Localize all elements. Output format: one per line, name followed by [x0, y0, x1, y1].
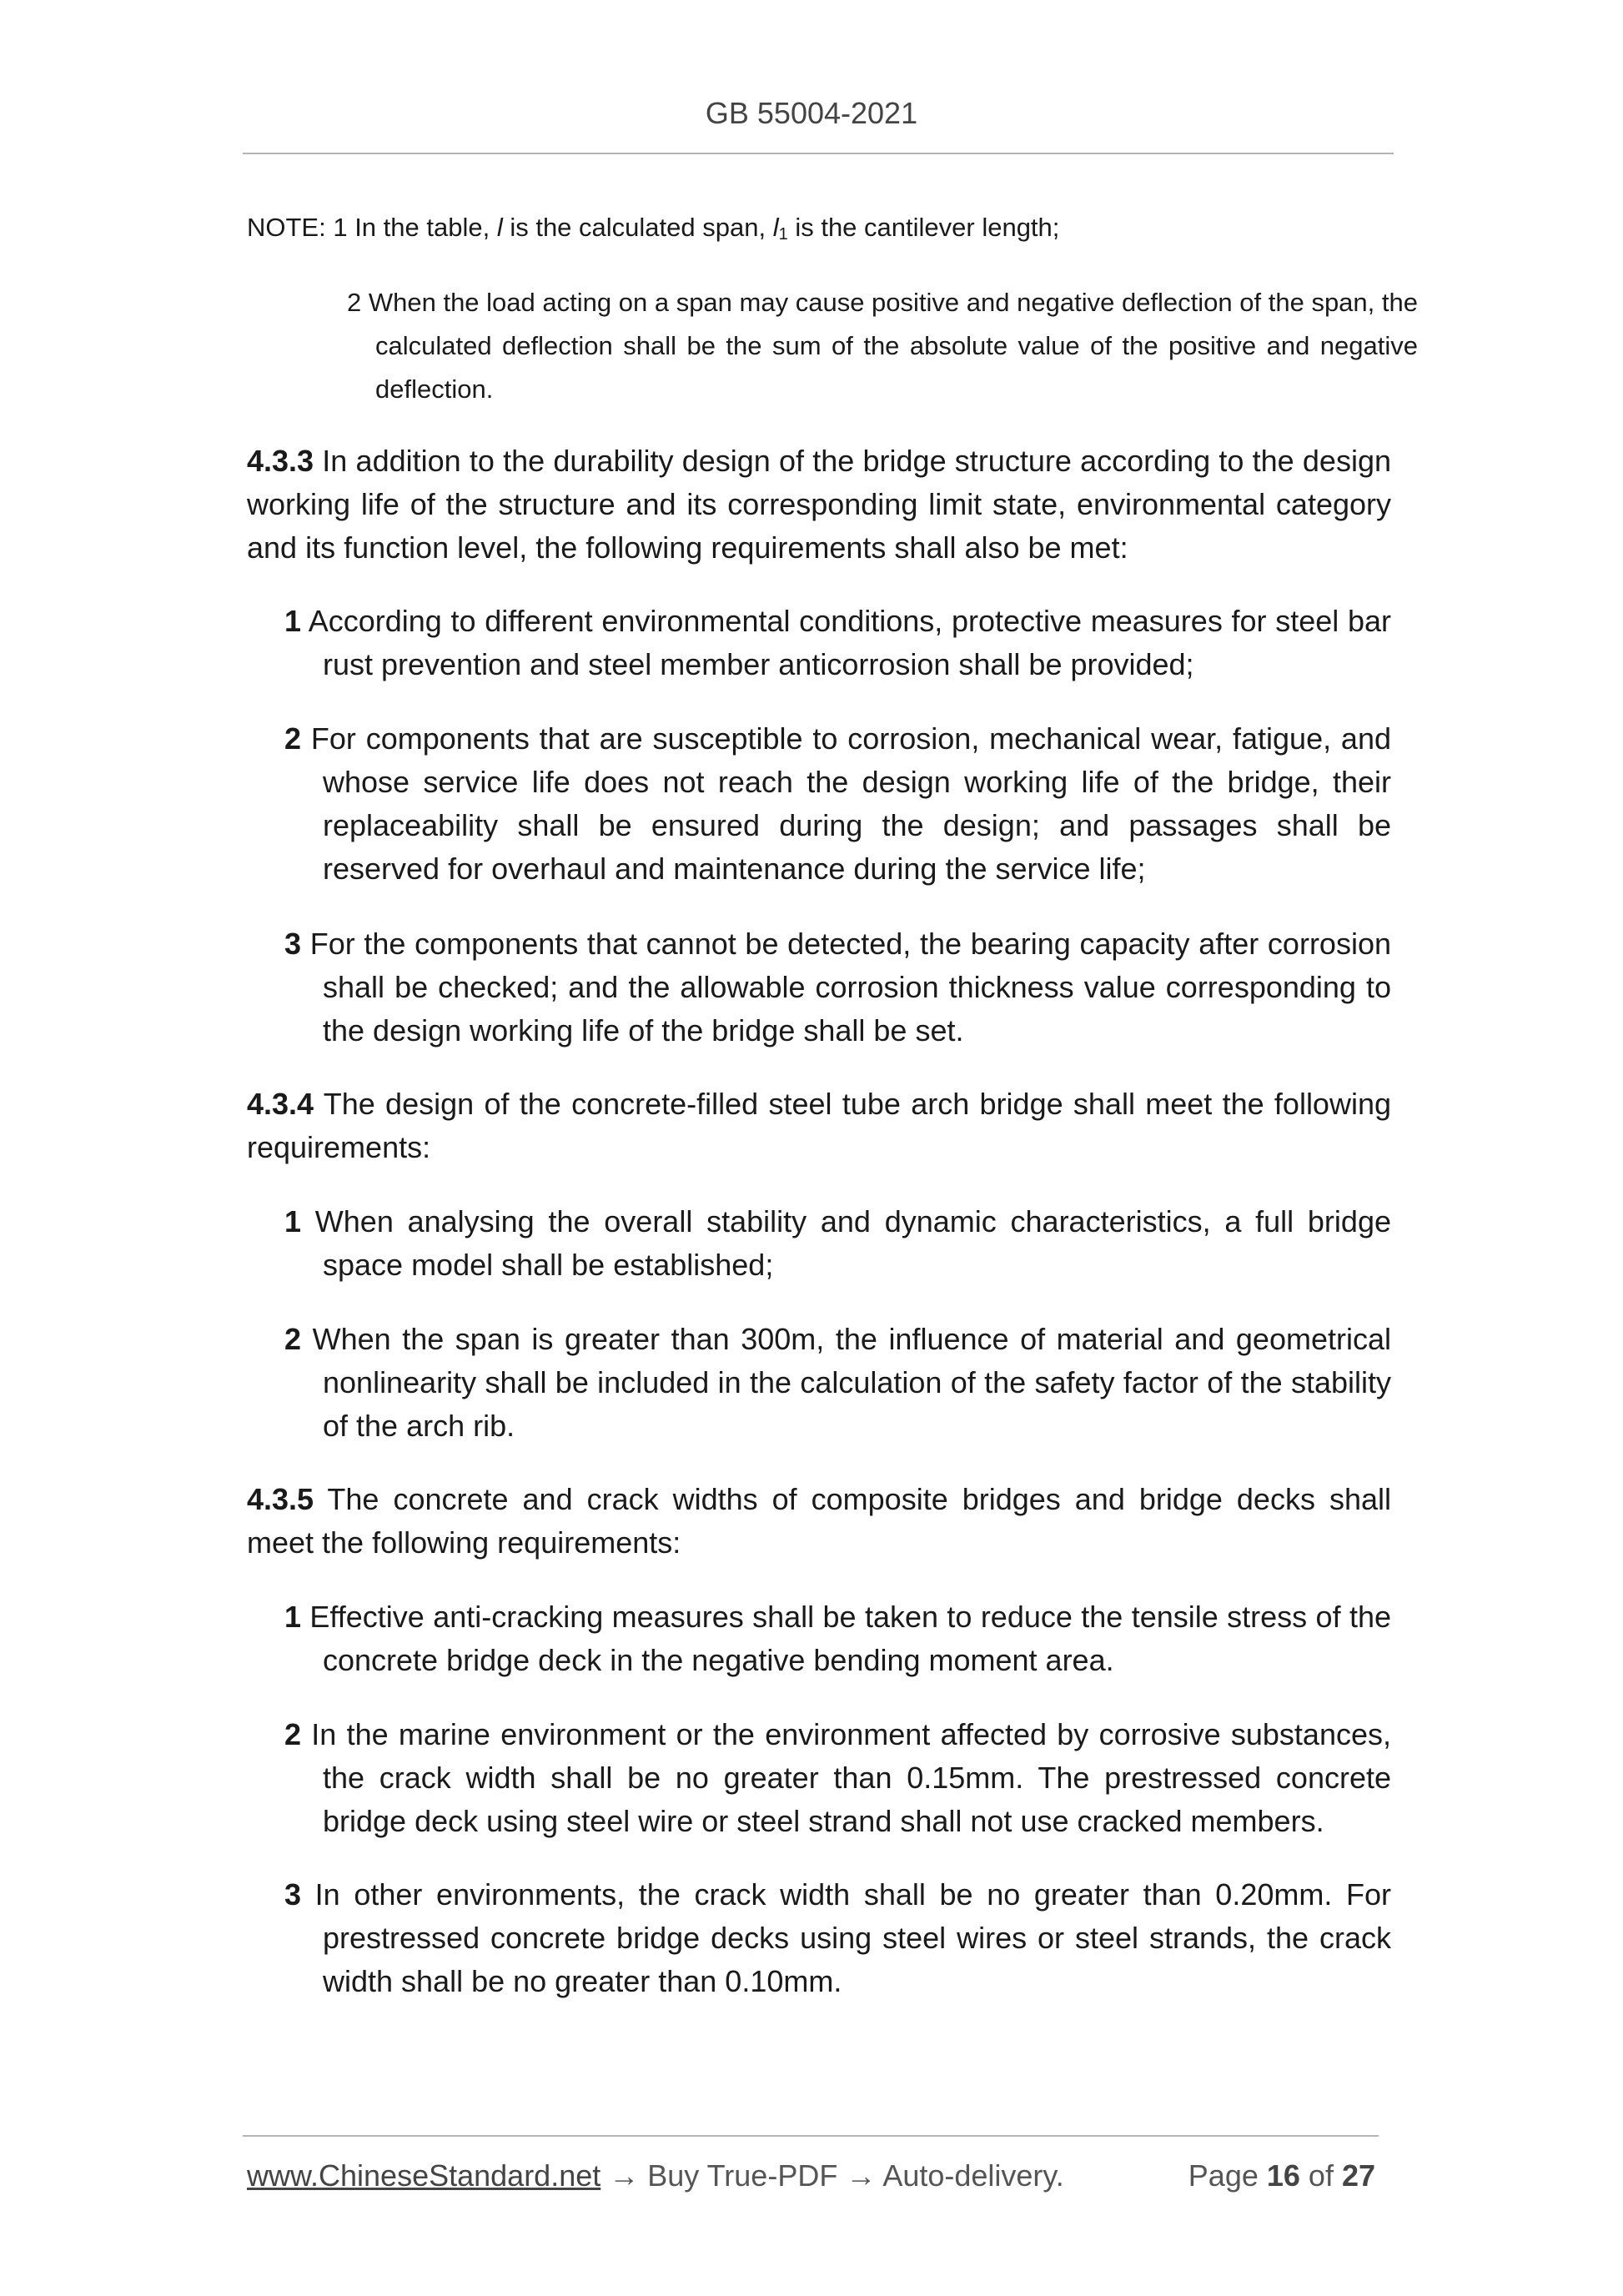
- of-label: of: [1299, 2158, 1342, 2193]
- note-1-mid: is the calculated span,: [502, 213, 773, 242]
- table-note-1: [247, 206, 1391, 256]
- item-text: When the span is greater than 300m, the influence of material and geometrical nonlinearity shall be included in the calculation of the safety factor of the stability of the arch rib.: [301, 1322, 1391, 1443]
- item-text: In the marine environment or the environment affected by corrosive substances, the crack width shall be no greater than 0.15mm. The prestressed concrete bridge deck using steel wire or steel strand shall not use cracked members.: [301, 1717, 1391, 1838]
- page-label: Page: [1188, 2158, 1267, 2193]
- note-1-prefix: NOTE: 1 In the table,: [247, 213, 497, 242]
- item-text: Effective anti-cracking measures shall be taken to reduce the tensile stress of the concrete bridge deck in the negative bending moment area.: [301, 1600, 1391, 1677]
- clause-4-3-5: [247, 1478, 1391, 1565]
- item-text: According to different environmental conditions, protective measures for steel bar rust prevention and steel member anticorrosion shall be provided;: [301, 604, 1391, 681]
- clause-text: The concrete and crack widths of composite bridges and bridge decks shall meet the following requirements:: [247, 1482, 1391, 1560]
- clause-text: The design of the concrete-filled steel tube arch bridge shall meet the following requirements:: [247, 1087, 1391, 1164]
- note-1-var-cantilever: l: [772, 213, 779, 242]
- header-divider: [243, 153, 1394, 154]
- note-1-var-span: l: [496, 213, 503, 242]
- note-1-subscript: 1: [778, 225, 788, 244]
- item-number: 2: [284, 721, 302, 756]
- footer-promo: [247, 2158, 1064, 2193]
- page-total: 27: [1341, 2158, 1375, 2193]
- clause-4-3-3-item-3: [284, 922, 1391, 1053]
- clause-4-3-3: [247, 440, 1391, 570]
- item-number: 1: [284, 604, 302, 638]
- page-counter: [1188, 2158, 1375, 2193]
- page-header-title: GB 55004-2021: [705, 96, 918, 130]
- site-link[interactable]: www.ChineseStandard.net: [247, 2158, 601, 2193]
- clause-4-3-5-item-1: [284, 1595, 1391, 1682]
- page-number: 16: [1266, 2158, 1300, 2193]
- item-number: 1: [284, 1204, 302, 1238]
- item-number: 2: [284, 1717, 302, 1751]
- clause-4-3-4-item-1: [284, 1200, 1391, 1287]
- clause-4-3-5-item-2: [284, 1713, 1391, 1843]
- item-text: When analysing the overall stability and dynamic characteristics, a full bridge space model shall be established;: [301, 1204, 1391, 1282]
- clause-text: In addition to the durability design of the bridge structure according to the design working life of the structure and its corresponding limit state, environmental category and its function level, the following requirements shall also be met:: [247, 444, 1391, 565]
- clause-4-3-3-item-2: [284, 717, 1391, 891]
- footer-promo-text: → Buy True-PDF → Auto-delivery.: [600, 2158, 1064, 2193]
- clause-number: 4.3.4: [247, 1087, 314, 1121]
- clause-4-3-5-item-3: [284, 1873, 1391, 2003]
- clause-4-3-4-item-2: [284, 1318, 1391, 1448]
- clause-number: 4.3.3: [247, 444, 314, 478]
- clause-4-3-4: [247, 1083, 1391, 1169]
- item-number: 3: [284, 1877, 302, 1912]
- clause-number: 4.3.5: [247, 1482, 314, 1516]
- item-text: In other environments, the crack width shall be no greater than 0.20mm. For prestressed concrete bridge decks using steel wires or steel strands, the crack width shall be no greater than 0.10mm.: [301, 1877, 1391, 1998]
- clause-4-3-3-item-1: [284, 600, 1391, 686]
- item-number: 1: [284, 1600, 302, 1634]
- item-text: For components that are susceptible to corrosion, mechanical wear, fatigue, and whose service life does not reach the design working life of the bridge, their replaceability shall be ensured during the design; and passages shall be reserved for overhaul and maintenance during the service life;: [301, 721, 1391, 886]
- item-number: 2: [284, 1322, 302, 1356]
- item-number: 3: [284, 927, 302, 961]
- item-text: For the components that cannot be detected, the bearing capacity after corrosion shall be checked; and the allowable corrosion thickness value corresponding to the design working life of the bridge shall be set.: [301, 927, 1391, 1048]
- footer-divider: [243, 2135, 1379, 2137]
- table-note-2: 2 When the load acting on a span may cause positive and negative deflection of the span, the calculated deflection shall be the sum of the absolute value of the positive and negative deflection.: [347, 288, 1418, 404]
- note-1-suffix: is the cantilever length;: [787, 213, 1060, 242]
